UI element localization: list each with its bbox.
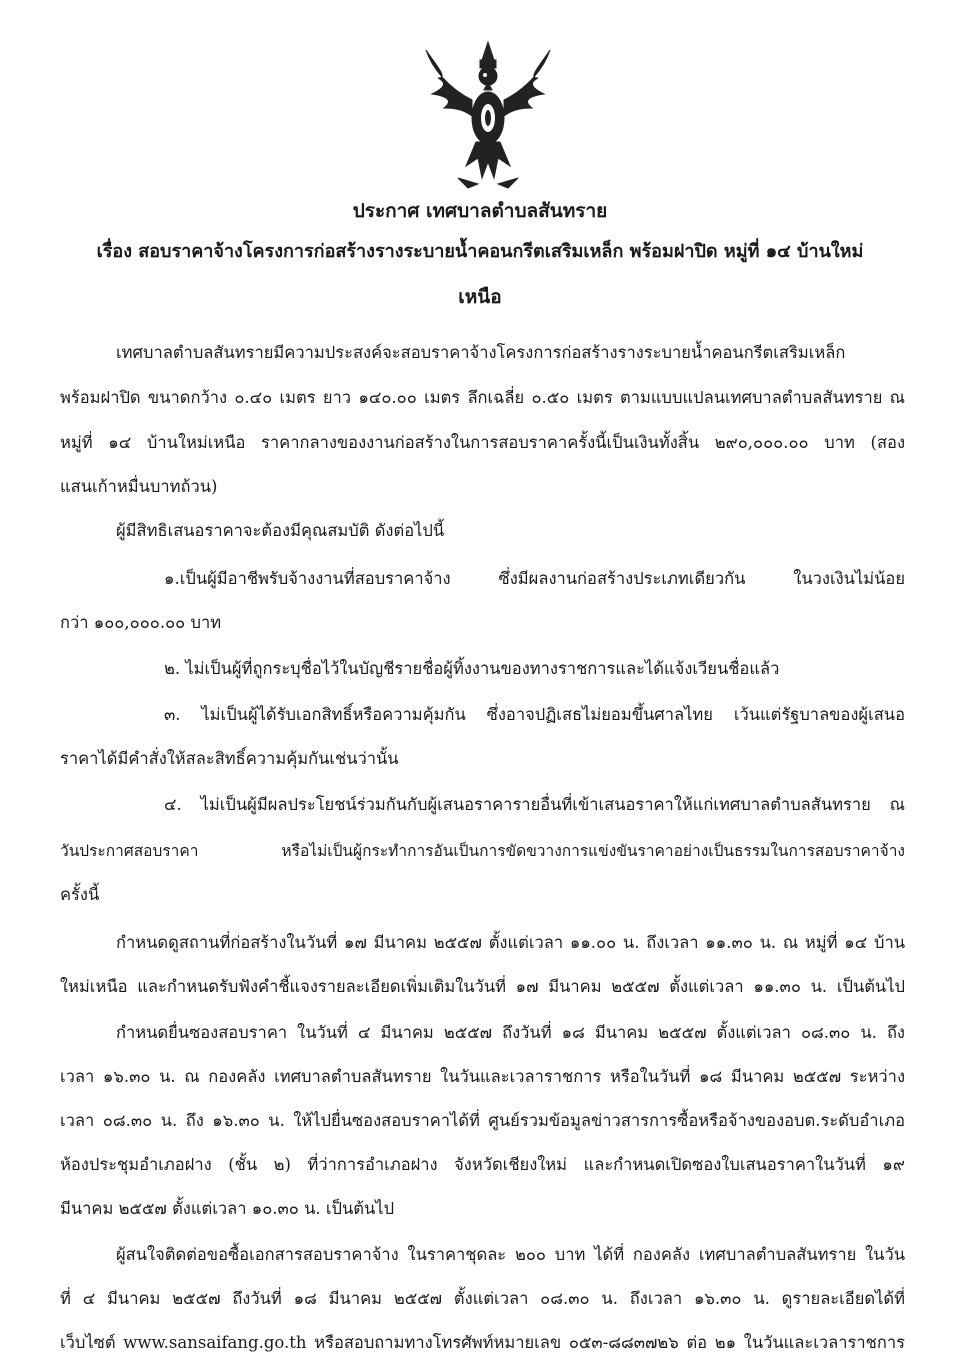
body-line: ผู้มีสิทธิเสนอราคาจะต้องมีคุณสมบัติ ดังต่อไปนี้ bbox=[116, 521, 445, 540]
body-line: เวลา ๐๘.๓๐ น. ถึง ๑๖.๓๐ น. ให้ไปยื่นซองสอบราคาได้ที่ ศูนย์รวมข้อมูลข่าวสารการซื้อหรือจ้างของอบต.ระดับอำเภอ bbox=[60, 1111, 905, 1130]
body-line: ที่ ๔ มีนาคม ๒๕๕๗ ถึงวันที่ ๑๘ มีนาคม ๒๕๕๗ ตั้งแต่เวลา ๐๘.๓๐ น. ถึงเวลา ๑๖.๓๐ น. ดูรายละเอียดได้ที่ bbox=[60, 1289, 905, 1308]
body-line: ๓. ไม่เป็นผู้ได้รับเอกสิทธิ์หรือความคุ้มกัน ซึ่งอาจปฏิเสธไม่ยอมขึ้นศาลไทย เว้นแต่รัฐบาลของผู้เสนอ bbox=[164, 705, 905, 724]
announcement-subject: เรื่อง สอบราคาจ้างโครงการก่อสร้างรางระบายน้ำคอนกรีตเสริมเหล็ก พร้อมฝาปิด หมู่ที่ ๑๔ บ้านใหม่ bbox=[96, 241, 864, 262]
body-line: ครั้งนี้ bbox=[60, 885, 100, 904]
announcement-subject-continued: เหนือ bbox=[458, 286, 502, 308]
body-line: เว็บไซต์ www.sansaifang.go.th หรือสอบถามทางโทรศัพท์หมายเลข ๐๕๓-๘๘๓๗๒๖ ต่อ ๒๑ ในวันและเวลาราชการ bbox=[60, 1333, 905, 1352]
announcement-title: ประกาศ เทศบาลตำบลสันทราย bbox=[352, 200, 608, 222]
body-line: ใหม่เหนือ และกำหนดรับฟังคำชี้แจงรายละเอียดเพิ่มเติมในวันที่ ๑๗ มีนาคม ๒๕๕๗ ตั้งแต่เวลา ๑๑.๓๐ น. เป็นต้นไป bbox=[60, 977, 905, 996]
body-line: ๒. ไม่เป็นผู้ที่ถูกระบุชื่อไว้ในบัญชีรายชื่อผู้ทิ้งงานของทางราชการและได้แจ้งเวียนชื่อแล้ว bbox=[164, 659, 780, 678]
garuda-emblem-icon bbox=[418, 38, 558, 190]
body-line: ราคาได้มีคำสั่งให้สละสิทธิ์ความคุ้มกันเช่นว่านั้น bbox=[60, 749, 399, 768]
body-line: มีนาคม ๒๕๕๗ ตั้งแต่เวลา ๑๐.๓๐ น. เป็นต้นไป bbox=[60, 1199, 395, 1218]
body-line: กำหนดดูสถานที่ก่อสร้างในวันที่ ๑๗ มีนาคม ๒๕๕๗ ตั้งแต่เวลา ๑๑.๐๐ น. ถึงเวลา ๑๑.๓๐ น. ณ หมู่ที่ ๑๔ บ้าน bbox=[116, 933, 905, 952]
body-line: ๔. ไม่เป็นผู้มีผลประโยชน์ร่วมกันกับผู้เสนอราคารายอื่นที่เข้าเสนอราคาให้แก่เทศบาลตำบลสันทราย ณ bbox=[164, 795, 905, 814]
body-line: ๑.เป็นผู้มีอาชีพรับจ้างงานที่สอบราคาจ้าง ซึ่งมีผลงานก่อสร้างประเภทเดียวกัน ในวงเงินไม่น้อย bbox=[164, 569, 905, 588]
body-line: ผู้สนใจติดต่อขอซื้อเอกสารสอบราคาจ้าง ในราคาชุดละ ๒๐๐ บาท ได้ที่ กองคลัง เทศบาลตำบลสันทราย ในวัน bbox=[116, 1245, 905, 1264]
body-line: เทศบาลตำบลสันทรายมีความประสงค์จะสอบราคาจ้างโครงการก่อสร้างรางระบายน้ำคอนกรีตเสริมเหล็ก bbox=[116, 343, 846, 362]
body-line: เวลา ๑๖.๓๐ น. ณ กองคลัง เทศบาลตำบลสันทราย ในวันและเวลาราชการ หรือในวันที่ ๑๘ มีนาคม ๒๕๕๗ ระหว่าง bbox=[60, 1067, 905, 1086]
body-line: กว่า ๑๐๐,๐๐๐.๐๐ บาท bbox=[60, 613, 222, 632]
body-line: พร้อมฝาปิด ขนาดกว้าง ๐.๔๐ เมตร ยาว ๑๔๐.๐๐ เมตร ลึกเฉลี่ย ๐.๕๐ เมตร ตามแบบแปลนเทศบาลตำบลสันทราย ณ bbox=[60, 388, 905, 407]
body-line: วันประกาศสอบราคา หรือไม่เป็นผู้กระทำการอันเป็นการขัดขวางการแข่งขันราคาอย่างเป็นธรรมในการสอบราคาจ้าง bbox=[60, 842, 905, 860]
body-line: ห้องประชุมอำเภอฝาง (ชั้น ๒) ที่ว่าการอำเภอฝาง จังหวัดเชียงใหม่ และกำหนดเปิดซองใบเสนอราคาในวันที่ ๑๙ bbox=[60, 1155, 905, 1174]
body-line: หมู่ที่ ๑๔ บ้านใหม่เหนือ ราคากลางของงานก่อสร้างในการสอบราคาครั้งนี้เป็นเงินทั้งสิ้น ๒๙๐,๐๐๐.๐๐ บาท (สอง bbox=[60, 433, 905, 452]
body-line: แสนเก้าหมื่นบาทถ้วน) bbox=[60, 477, 218, 496]
body-line: กำหนดยื่นซองสอบราคา ในวันที่ ๔ มีนาคม ๒๕๕๗ ถึงวันที่ ๑๘ มีนาคม ๒๕๕๗ ตั้งแต่เวลา ๐๘.๓๐ น. ถึง bbox=[116, 1023, 905, 1042]
